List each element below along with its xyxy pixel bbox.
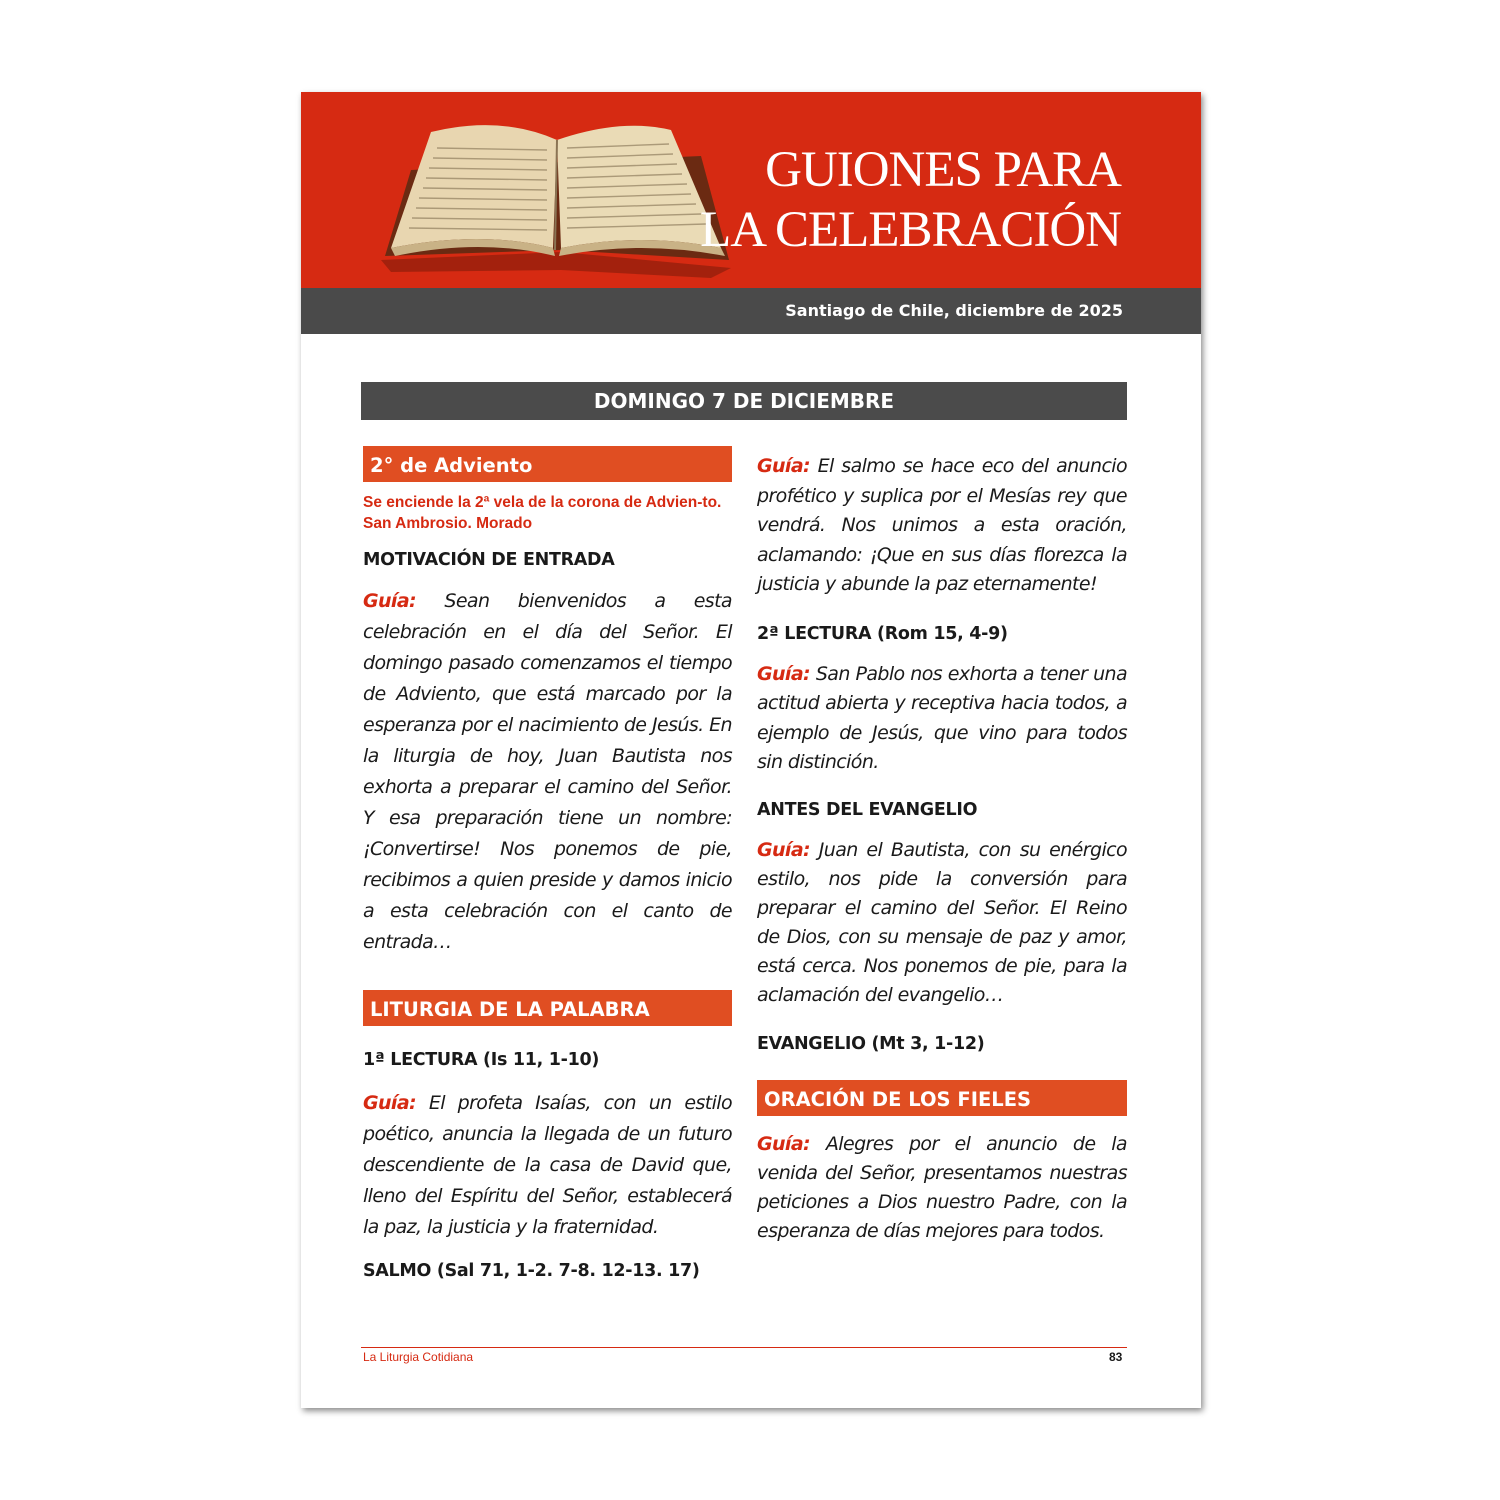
paragraph-lectura2	[757, 660, 1127, 778]
guia-label: Guía:	[363, 590, 417, 612]
paragraph-salmo	[757, 452, 1127, 600]
entrada-text: Sean bienvenidos a esta celebración en el día del Señor. El domingo pasado comenzamos el tiempo de Adviento, que está marcado por la esperanza por el nacimiento de Jesús. En la liturgia de hoy, Juan Bautista nos exhorta a preparar el camino del Señor. Y esa preparación tiene un nombre: ¡Convertirse! Nos ponemos de pie, recibimos a quien preside y damos inicio a esta celebración con el canto de entrada…	[363, 590, 732, 953]
heading-evangelio: EVANGELIO (Mt 3, 1-12)	[757, 1033, 985, 1054]
section-oracion-fieles: ORACIÓN DE LOS FIELES	[757, 1080, 1127, 1116]
footer-publication: La Liturgia Cotidiana	[363, 1350, 474, 1364]
leaflet-page	[301, 92, 1201, 1408]
heading-entrada: MOTIVACIÓN DE ENTRADA	[363, 550, 615, 570]
left-column	[363, 446, 732, 1281]
guia-label: Guía:	[363, 1092, 417, 1114]
heading-antes-evangelio: ANTES DEL EVANGELIO	[757, 799, 978, 820]
guia-label: Guía:	[757, 838, 811, 861]
liturgical-note: Se enciende la 2ª vela de la corona de Advien-to. San Ambrosio. Morado	[363, 494, 722, 532]
paragraph-entrada	[363, 586, 732, 958]
location-date: Santiago de Chile, diciembre de 2025	[785, 301, 1123, 320]
antes-text: Juan el Bautista, con su enérgico estilo, nos pide la conversión para preparar el camino del Señor. El Reino de Dios, con su mensaje de paz y amor, está cerca. Nos ponemos de pie, para la aclamación del evangelio…	[757, 838, 1127, 1006]
guia-label: Guía:	[757, 455, 811, 477]
heading-salmo: SALMO (Sal 71, 1-2. 7-8. 12-13. 17)	[363, 1261, 700, 1281]
page-title	[700, 140, 1121, 260]
right-column	[757, 446, 1127, 1246]
guia-label: Guía:	[757, 1132, 811, 1155]
heading-lectura1: 1ª LECTURA (Is 11, 1-10)	[363, 1050, 600, 1070]
lectura1-text: El profeta Isaías, con un estilo poético, anuncia la llegada de un futuro descendiente de la casa de David que, lleno del Espíritu del Señor, establecerá la paz, la justicia y la fraternidad.	[363, 1092, 732, 1238]
guia-label: Guía:	[757, 662, 811, 685]
open-bible-icon	[371, 110, 741, 280]
day-title: DOMINGO 7 DE DICIEMBRE	[361, 382, 1127, 420]
header-subbar	[301, 288, 1201, 334]
page-number: 83	[1109, 1350, 1123, 1364]
header-banner	[301, 92, 1201, 288]
salmo-text: El salmo se hace eco del anuncio profético y suplica por el Mesías rey que vendrá. Nos unimos a esta oración, aclamando: ¡Que en sus días florezca la justicia y abunde la paz eternamente!	[757, 455, 1127, 595]
fieles-text: Alegres por el anuncio de la venida del Señor, presentamos nuestras peticiones a Dios nuestro Padre, con la esperanza de días mejores para todos.	[757, 1132, 1127, 1242]
lectura2-text: San Pablo nos exhorta a tener una actitud abierta y receptiva hacia todos, a ejemplo de Jesús, que vino para todos sin distinción.	[757, 662, 1127, 773]
section-liturgia: LITURGIA DE LA PALABRA	[363, 990, 732, 1026]
footer-divider	[361, 1347, 1127, 1348]
title-line-2: LA CELEBRACIÓN	[700, 202, 1121, 258]
section-advent: 2° de Adviento	[363, 446, 732, 482]
title-line-1: GUIONES PARA	[765, 142, 1121, 198]
paragraph-fieles	[757, 1130, 1127, 1246]
paragraph-lectura1	[363, 1088, 732, 1243]
heading-lectura2: 2ª LECTURA (Rom 15, 4-9)	[757, 623, 1008, 644]
paragraph-antes-evangelio	[757, 836, 1127, 1010]
